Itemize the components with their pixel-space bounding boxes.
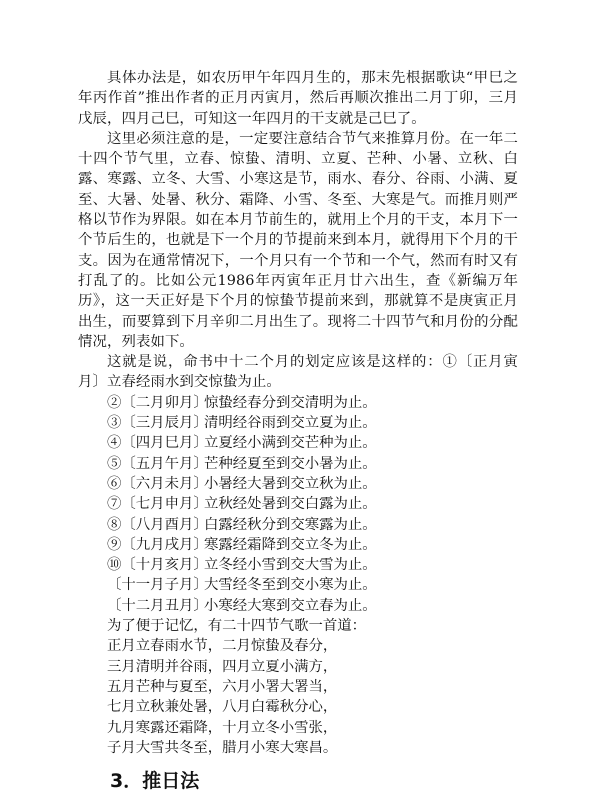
paragraph-month-division: 这就是说，命书中十二个月的划定应该是这样的：①〔正月寅月〕立春经雨水到交惊蛰为止。 <box>78 354 518 391</box>
month-item <box>78 413 518 433</box>
month-label: 〔十二月丑月〕 <box>107 597 208 614</box>
month-text: 立夏经小满到交芒种为止。 <box>204 435 377 452</box>
month-text: 寒露经霜降到交立冬为止。 <box>204 536 377 553</box>
solar-terms-poem <box>78 636 518 758</box>
document-page <box>78 68 518 794</box>
poem-line: 三月清明并谷雨，四月立夏小满方， <box>107 658 338 675</box>
poem-line: 子月大雪共冬至，腊月小寒大寒昌。 <box>107 739 338 756</box>
month-label: ⑩〔十月亥月〕 <box>107 557 208 574</box>
poem-intro: 为了便于记忆，有二十四节气歌一首道： <box>107 618 367 635</box>
poem-line: 九月寒露还霜降，十月立冬小雪张， <box>107 719 338 736</box>
poem-line: 七月立秋兼处暑，八月白霉秋分心， <box>107 699 338 716</box>
month-text: 清明经谷雨到交立夏为止。 <box>204 415 377 432</box>
paragraph-solar-terms: 这里必须注意的是，一定要注意结合节气来推算月份。在一年二十四个节气里，立春、惊蛰、清明、立夏、芒种、小暑、立秋、白露、寒露、立冬、大雪、小寒这是节，雨水、春分、谷雨、小满、夏至、大暑、处暑、秋分、霜降、小雪、冬至、大寒是气。而推月则严格以节作为界限。如在本月节前生的，就用上个月的干支，本月下一个节后生的，也就是下一个月的节提前来到本月，就得用下个月的干支。因为在通常情况下，一个月只有一个节和一个气，然而有时又有打乱了的。比如公元1986年丙寅年正月廿六出生，查《新编万年历》，这一天正好是下个月的惊蛰节提前来到，那就算不是庚寅正月出生，而要算到下月辛卯二月出生了。现将二十四节气和月份的分配情况，列表如下。 <box>78 130 518 350</box>
month-item <box>78 474 518 494</box>
month-text: 芒种经夏至到交小暑为止。 <box>204 455 377 472</box>
section-heading: 3．推日法 <box>110 770 200 793</box>
month-label: ③〔三月辰月〕 <box>107 415 208 432</box>
month-item <box>78 393 518 413</box>
poem-line: 五月芒种与夏至，六月小署大署当， <box>107 678 338 695</box>
paragraph-method: 具体办法是，如农历甲午年四月生的，那末先根据歌诀“甲巳之年丙作首”推出作者的正月丙寅月，然后再顺次推出二月丁卯，三月戊辰，四月己巳，可知这一年四月的干支就是己巳了。 <box>78 70 518 127</box>
month-text: 大雪经冬至到交小寒为止。 <box>204 577 377 594</box>
month-label: ④〔四月巳月〕 <box>107 435 208 452</box>
month-item <box>78 575 518 595</box>
month-label: ⑦〔七月申月〕 <box>107 496 208 513</box>
month-text: 立秋经处暑到交白露为止。 <box>204 496 377 513</box>
month-text: 小寒经大寒到交立春为止。 <box>204 597 377 614</box>
month-item <box>78 515 518 535</box>
month-label: ⑧〔八月酉月〕 <box>107 516 208 533</box>
month-label: ⑨〔九月戌月〕 <box>107 536 208 553</box>
month-list <box>78 393 518 616</box>
month-item <box>78 433 518 453</box>
month-label: ②〔二月卯月〕 <box>107 394 208 411</box>
month-item <box>78 494 518 514</box>
month-label: ⑤〔五月午月〕 <box>107 455 208 472</box>
month-text: 小暑经大暑到交立秋为止。 <box>204 475 377 492</box>
month-item <box>78 535 518 555</box>
month-text: 惊蛰经春分到交清明为止。 <box>204 394 377 411</box>
month-label: ⑥〔六月未月〕 <box>107 475 208 492</box>
month-label: 〔十一月子月〕 <box>107 577 208 594</box>
month-text: 白露经秋分到交寒露为止。 <box>204 516 377 533</box>
month-text: 立冬经小雪到交大雪为止。 <box>204 557 377 574</box>
poem-line: 正月立春雨水节，二月惊蛰及春分， <box>107 638 338 655</box>
month-item <box>78 596 518 616</box>
month-item <box>78 555 518 575</box>
month-item <box>78 454 518 474</box>
